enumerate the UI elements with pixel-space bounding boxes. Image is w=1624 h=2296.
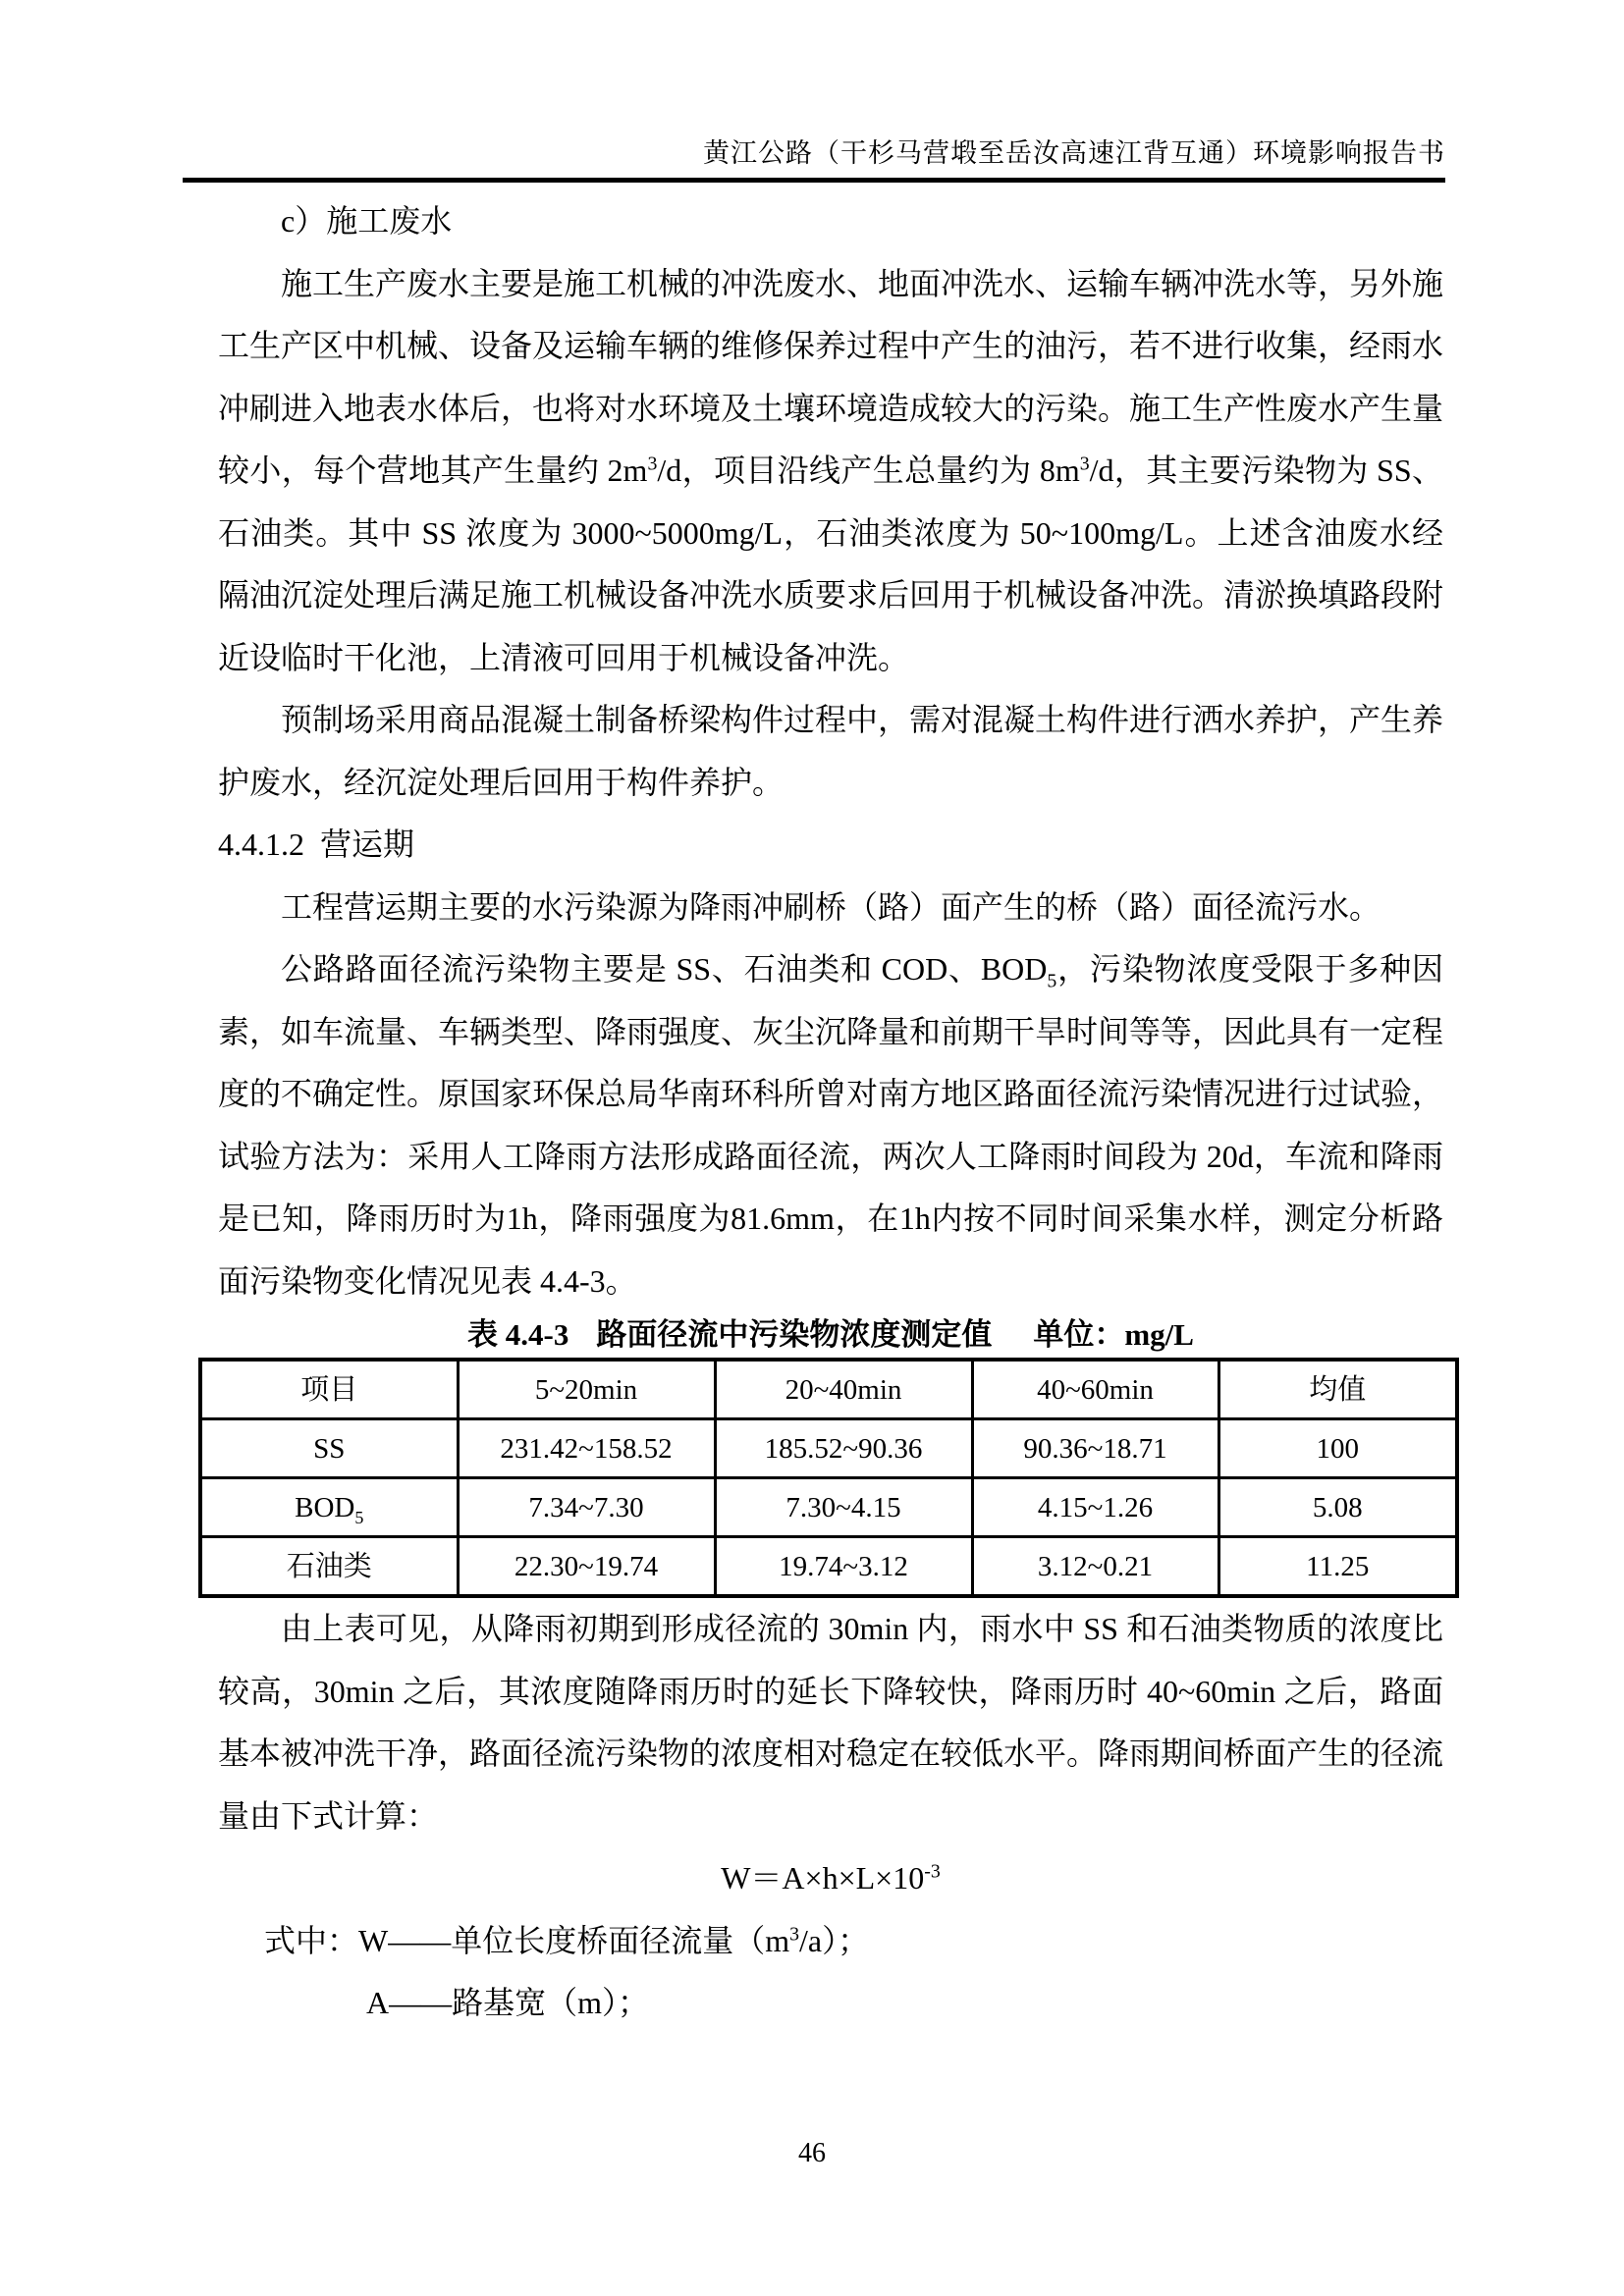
definition-w	[218, 1910, 1443, 1973]
definition-a	[218, 1972, 1443, 2035]
table-caption-unit: 单位：mg/L	[1033, 1317, 1194, 1352]
paragraph-text: 工程营运期主要的水污染源为降雨冲刷桥（路）面产生的桥（路）面径流污水。	[281, 888, 1381, 925]
page-number: 46	[798, 2138, 826, 2168]
paragraph-text: /d，项目沿线产生总量约为 8m	[657, 453, 1080, 488]
paragraph-precast-yard	[218, 689, 1443, 814]
cell-value: 90.36~18.71	[972, 1419, 1218, 1478]
paragraph-text: 预制场采用商品混凝土制备桥梁构件过程中，需对混凝土构件进行洒水养护，产生养护废水，经沉淀处理后回用于构件养护。	[218, 702, 1444, 800]
header-rule	[183, 178, 1445, 183]
column-header-20-40min: 20~40min	[715, 1360, 972, 1419]
table-caption-title: 路面径流中污染物浓度测定值	[596, 1317, 993, 1352]
cell-value: 7.34~7.30	[458, 1478, 715, 1537]
cell-item	[200, 1478, 458, 1537]
column-header-5-20min: 5~20min	[458, 1360, 715, 1419]
heading-construction-wastewater	[218, 190, 1443, 253]
definition-text: A——路基宽（m）；	[366, 1985, 650, 2020]
paragraph-table-analysis	[218, 1598, 1443, 1847]
paragraph-text: 公路路面径流污染物主要是 SS、石油类和 COD、BOD	[281, 951, 1048, 987]
heading-operation-period-text: 4.4.1.2 营运期	[218, 827, 415, 862]
pollutant-concentration-table	[198, 1358, 1459, 1598]
paragraph-text: 由上表可见，从降雨初期到形成径流的 30min 内，雨水中 SS 和石油类物质的浓度比较高，30min 之后，其浓度随降雨历时的延长下降较快，降雨历时 40~60min 之后，路面基本被冲洗干净，路面径流污染物的浓度相对稳定在较低水平。降雨期间桥面产生的径流量由下式计算：	[218, 1611, 1444, 1834]
paragraph-text: ，污染物浓度受限于多种因素，如车流量、车辆类型、降雨强度、灰尘沉降量和前期干旱时间等等，因此具有一定程度的不确定性。原国家环保总局华南环科所曾对南方地区路面径流污染情况进行过试验，试验方法为：采用人工降雨方法形成路面径流，两次人工降雨时间段为 20d，车流和降雨是已知，降雨历时为1h，降雨强度为81.6mm，在1h内按不同时间采集水样，测定分析路面污染物变化情况见表 4.4-3。	[218, 951, 1444, 1299]
table-caption	[218, 1312, 1443, 1358]
column-header-40-60min: 40~60min	[972, 1360, 1218, 1419]
formula-base: W＝A×h×L×10	[721, 1860, 925, 1896]
superscript-cubed: 3	[1079, 453, 1090, 475]
superscript-cubed: 3	[647, 453, 658, 475]
runoff-formula	[218, 1847, 1443, 1910]
heading-operation-period	[218, 814, 1443, 877]
page-header	[183, 0, 1445, 183]
paragraph-text: /d，其主要污染物为 SS、石油类。其中 SS 浓度为 3000~5000mg/L，石油类浓度为 50~100mg/L。上述含油废水经隔油沉淀处理后满足施工机械设备冲洗水质要求后回用于机械设备冲洗。清淤换填路段附近设临时干化池，上清液可回用于机械设备冲洗。	[218, 453, 1444, 675]
paragraph-text: 施工生产废水主要是施工机械的冲洗废水、地面冲洗水、运输车辆冲洗水等，另外施工生产区中机械、设备及运输车辆的维修保养过程中产生的油污，若不进行收集，经雨水冲刷进入地表水体后，也将对水环境及土壤环境造成较大的污染。施工生产性废水产生量较小，每个营地其产生量约 2m	[218, 265, 1444, 488]
cell-value: 22.30~19.74	[458, 1537, 715, 1597]
cell-item-base: BOD	[295, 1491, 355, 1523]
cell-value: 4.15~1.26	[972, 1478, 1218, 1537]
cell-item: 石油类	[200, 1537, 458, 1597]
cell-value: 19.74~3.12	[715, 1537, 972, 1597]
definition-text: 式中：W——单位长度桥面径流量（m	[264, 1922, 790, 1958]
formula-exponent: -3	[924, 1860, 941, 1883]
cell-value: 231.42~158.52	[458, 1419, 715, 1478]
table-row-bod5	[200, 1478, 1457, 1537]
superscript-cubed: 3	[789, 1922, 800, 1945]
cell-value: 11.25	[1218, 1537, 1457, 1597]
table-header-row	[200, 1360, 1457, 1419]
document-body	[218, 190, 1443, 2035]
subscript-five: 5	[1047, 970, 1057, 992]
cell-value: 3.12~0.21	[972, 1537, 1218, 1597]
cell-value: 185.52~90.36	[715, 1419, 972, 1478]
subscript-five: 5	[354, 1507, 364, 1527]
cell-value: 100	[1218, 1419, 1457, 1478]
table-caption-label: 表 4.4-3	[467, 1317, 569, 1352]
cell-value: 5.08	[1218, 1478, 1457, 1537]
column-header-average: 均值	[1218, 1360, 1457, 1419]
paragraph-runoff-pollutants	[218, 938, 1443, 1312]
cell-item: SS	[200, 1419, 458, 1478]
paragraph-operation-source	[218, 877, 1443, 939]
table-row-petroleum	[200, 1537, 1457, 1597]
paragraph-construction-wastewater	[218, 253, 1443, 690]
cell-value: 7.30~4.15	[715, 1478, 972, 1537]
definition-text: /a）；	[799, 1922, 870, 1958]
header-title: 黄江公路（干杉马营塅至岳汝高速江背互通）环境影响报告书	[703, 138, 1445, 168]
table-row-ss	[200, 1419, 1457, 1478]
heading-construction-wastewater-text: c）施工废水	[281, 203, 453, 239]
column-header-item: 项目	[200, 1360, 458, 1419]
